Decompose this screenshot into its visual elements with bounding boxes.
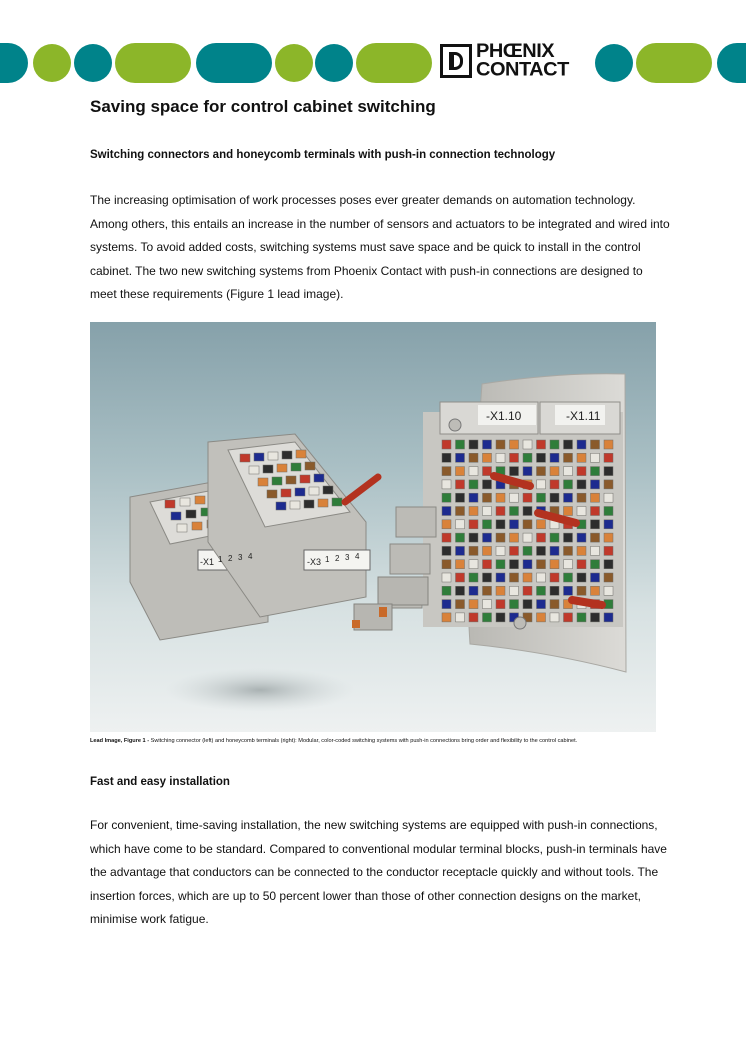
terminal-cell (442, 546, 451, 555)
intro-paragraph: The increasing optimisation of work processes poses ever greater demands on automation technology. Among others, this entails an increase in the number of sensors and actuators to be integrated and wired into systems. To avoid added costs, switching systems must save space and be quick to install in the control cabinet. The two new switching systems from Phoenix Contact with push-in connections are designed to meet these requirements (Figure 1 lead image). (90, 193, 670, 301)
terminal-cell (591, 613, 600, 622)
terminal-cell (591, 480, 600, 489)
terminal-cell (591, 520, 600, 529)
connector-cell (296, 450, 306, 458)
banner-shapes (0, 42, 746, 84)
terminal-cell (564, 507, 573, 516)
ground-shadow (165, 668, 355, 712)
figure-caption (90, 738, 670, 744)
article-subtitle: Switching connectors and honeycomb terminals with push-in connection technology (90, 149, 556, 161)
terminal-cell (496, 493, 505, 502)
connector-cell (305, 462, 315, 470)
terminal-cell (604, 586, 613, 595)
terminal-cell (523, 493, 532, 502)
terminal-cell (510, 520, 519, 529)
terminal-cell (550, 453, 559, 462)
terminal-cell (537, 586, 546, 595)
terminal-cell (604, 573, 613, 582)
terminal-cell (591, 586, 600, 595)
terminal-cell (564, 560, 573, 569)
terminal-cell (537, 493, 546, 502)
terminal-cell (469, 440, 478, 449)
terminal-cell (469, 600, 478, 609)
banner-dot-teal (74, 44, 112, 82)
terminal-cell (456, 440, 465, 449)
connector-cell (304, 500, 314, 508)
terminal-cell (564, 480, 573, 489)
terminal-cell (577, 493, 586, 502)
label-number: 1 (218, 555, 223, 564)
terminal-cell (510, 493, 519, 502)
terminal-cell (523, 520, 532, 529)
terminal-cell (456, 467, 465, 476)
terminal-cell (523, 600, 532, 609)
terminal-cell (496, 560, 505, 569)
terminal-cell (523, 453, 532, 462)
terminal-cell (442, 520, 451, 529)
label-number: 4 (355, 552, 360, 561)
terminal-cell (523, 533, 532, 542)
terminal-cell (510, 467, 519, 476)
lead-image (90, 322, 656, 732)
terminal-cell (591, 573, 600, 582)
terminal-cell (604, 520, 613, 529)
terminal-cell (483, 480, 492, 489)
terminal-cell (442, 600, 451, 609)
terminal-cell (523, 507, 532, 516)
terminal-cell (550, 467, 559, 476)
terminal-cell (537, 533, 546, 542)
terminal-cell (483, 573, 492, 582)
phoenix-contact-logo (440, 43, 592, 81)
terminal-cell (604, 440, 613, 449)
terminal-cell (483, 467, 492, 476)
connector-cell (276, 502, 286, 510)
terminal-cell (510, 573, 519, 582)
terminal-cell (442, 507, 451, 516)
terminal-cell (550, 440, 559, 449)
terminal-cell (469, 560, 478, 569)
terminal-cell (496, 440, 505, 449)
connector-cell (267, 490, 277, 498)
terminal-cell (550, 493, 559, 502)
terminal-cell (496, 600, 505, 609)
banner-pill-green (356, 43, 432, 83)
terminal-cell (469, 467, 478, 476)
terminal-cell (456, 507, 465, 516)
terminal-cell (550, 600, 559, 609)
connector-cell (268, 452, 278, 460)
connector-cell (290, 501, 300, 509)
terminal-cell (496, 546, 505, 555)
terminal-cell (591, 467, 600, 476)
terminal-cell (483, 493, 492, 502)
terminal-cell (469, 573, 478, 582)
terminal-cell (483, 440, 492, 449)
connector-cell (192, 522, 202, 530)
terminal-cell (496, 453, 505, 462)
terminal-cell (523, 440, 532, 449)
terminal-cell (604, 546, 613, 555)
terminal-cell (577, 546, 586, 555)
connector-cell (300, 475, 310, 483)
banner-dot-green (275, 44, 313, 82)
terminal-cell (523, 560, 532, 569)
terminal-cell (550, 533, 559, 542)
terminal-cell (442, 440, 451, 449)
terminal-cell (604, 453, 613, 462)
terminal-cell (510, 586, 519, 595)
connector-cell (314, 474, 324, 482)
terminal-cell (591, 533, 600, 542)
terminal-cell (564, 453, 573, 462)
terminal-cell (523, 546, 532, 555)
terminal-cell (510, 560, 519, 569)
terminal-cell (564, 467, 573, 476)
terminal-cell (469, 520, 478, 529)
terminal-cell (456, 573, 465, 582)
connector-cell (272, 477, 282, 485)
terminal-cell (456, 586, 465, 595)
terminal-cell (456, 453, 465, 462)
terminal-cell (510, 546, 519, 555)
terminal-cell (537, 573, 546, 582)
label-number: 2 (335, 554, 340, 563)
terminal-cell (483, 453, 492, 462)
terminal-cell (604, 613, 613, 622)
terminal-cell (442, 467, 451, 476)
terminal-cell (496, 533, 505, 542)
terminal-cell (469, 613, 478, 622)
terminal-cell (483, 600, 492, 609)
terminal-cell (537, 453, 546, 462)
terminal-cell (469, 493, 478, 502)
connector-cell (277, 464, 287, 472)
terminal-cell (537, 600, 546, 609)
label-number: 3 (345, 553, 350, 562)
terminal-cell (577, 573, 586, 582)
terminal-cell (537, 467, 546, 476)
terminal-cell (523, 467, 532, 476)
terminal-cell (550, 480, 559, 489)
connector-cell (332, 498, 342, 506)
terminal-cell (496, 586, 505, 595)
connector-cell (240, 454, 250, 462)
terminal-cell (604, 507, 613, 516)
terminal-cell (604, 560, 613, 569)
terminal-cell (510, 440, 519, 449)
terminal-cell (456, 520, 465, 529)
label-number: 2 (228, 554, 233, 563)
terminal-cell (469, 507, 478, 516)
terminal-cell (456, 560, 465, 569)
terminal-cell (550, 586, 559, 595)
connector-cell (180, 498, 190, 506)
terminal-cell (537, 613, 546, 622)
terminal-cell (483, 520, 492, 529)
connector-cell (309, 487, 319, 495)
terminal-cell (577, 613, 586, 622)
terminal-cell (591, 546, 600, 555)
brand-banner (0, 42, 746, 84)
terminal-cell (483, 546, 492, 555)
terminal-cell (537, 520, 546, 529)
connector-cell (186, 510, 196, 518)
terminal-cell (564, 613, 573, 622)
terminal-cell (564, 573, 573, 582)
terminal-cell (496, 507, 505, 516)
terminal-cell (604, 533, 613, 542)
caption-text: Switching connector (left) and honeycomb terminals (right): Modular, color-coded switching systems with push-in connections bring order and flexibility to the control cabinet. (149, 738, 578, 744)
terminal-cell (496, 613, 505, 622)
logo-mark-icon (440, 44, 472, 78)
article-title: Saving space for control cabinet switching (90, 97, 436, 116)
terminal-cell (469, 453, 478, 462)
terminal-cell (456, 480, 465, 489)
terminal-cell (577, 480, 586, 489)
terminal-cell (550, 613, 559, 622)
connector-cell (286, 476, 296, 484)
label-x1-11: -X1.11 (566, 409, 601, 423)
terminal-cell (456, 613, 465, 622)
terminal-cell (604, 493, 613, 502)
terminal-cell (537, 480, 546, 489)
terminal-cell (591, 560, 600, 569)
connector-cell (318, 499, 328, 507)
connector-cell (281, 489, 291, 497)
logo-wordmark: PHŒNIX CONTACT (476, 41, 569, 80)
terminal-cell (483, 586, 492, 595)
terminal-cell (510, 453, 519, 462)
connector-cell (195, 496, 205, 504)
terminal-cell (564, 546, 573, 555)
terminal-cell (483, 613, 492, 622)
connector-cell (177, 524, 187, 532)
section-heading: Fast and easy installation (90, 776, 230, 788)
terminal-cell (564, 440, 573, 449)
connector-cell (249, 466, 259, 474)
terminal-cell (591, 507, 600, 516)
terminal-cell (564, 493, 573, 502)
connector-cell (165, 500, 175, 508)
connector-cell (291, 463, 301, 471)
lead-image-illustration (90, 322, 656, 732)
label-x1: -X1 (200, 557, 215, 567)
terminal-cell (591, 453, 600, 462)
terminal-cell (456, 600, 465, 609)
terminal-cell (510, 507, 519, 516)
terminal-cell (604, 480, 613, 489)
label-x3: -X3 (307, 557, 322, 567)
terminal-cell (550, 546, 559, 555)
terminal-cell (456, 533, 465, 542)
terminal-cell (577, 467, 586, 476)
section-paragraph: For convenient, time-saving installation, the new switching systems are equipped with push-in connections, which have come to be standard. Compared to conventional modular terminal blocks, push-in terminals have the advantage that conductors can be connected to the conductor receptacle quickly and without tools. The insertion forces, which are up to 50 percent lower than those of other connection designs on the market, minimise work fatigue. (90, 818, 667, 926)
connector-cell (282, 451, 292, 459)
terminal-cell (591, 440, 600, 449)
terminal-cell (442, 480, 451, 489)
terminal-cell (523, 586, 532, 595)
terminal-cell (523, 573, 532, 582)
terminal-cell (469, 480, 478, 489)
terminal-cell (564, 586, 573, 595)
terminal-cell (550, 573, 559, 582)
terminal-cell (442, 586, 451, 595)
banner-pill-green (636, 43, 712, 83)
terminal-cell (510, 600, 519, 609)
terminal-cell (456, 493, 465, 502)
terminal-cell (442, 613, 451, 622)
banner-pill-teal (196, 43, 272, 83)
label-number: 1 (325, 555, 330, 564)
terminal-cell (577, 560, 586, 569)
terminal-cell (456, 546, 465, 555)
terminal-cell (442, 493, 451, 502)
connector-cell (171, 512, 181, 520)
terminal-cell (537, 440, 546, 449)
banner-pill-teal (717, 43, 746, 83)
terminal-cell (442, 533, 451, 542)
terminal-cell (577, 507, 586, 516)
terminal-cell (564, 533, 573, 542)
banner-dot-green (33, 44, 71, 82)
banner-pill-teal (0, 43, 28, 83)
label-number: 3 (238, 553, 243, 562)
terminal-cell (577, 586, 586, 595)
connector-cell (295, 488, 305, 496)
label-x1-10: -X1.10 (486, 409, 522, 423)
terminal-cell (483, 560, 492, 569)
terminal-cell (483, 533, 492, 542)
caption-label: Lead Image, Figure 1 - (90, 738, 150, 744)
terminal-cell (496, 573, 505, 582)
terminal-cell (442, 453, 451, 462)
terminal-cell (510, 533, 519, 542)
terminal-cell (577, 453, 586, 462)
connector-cell (323, 486, 333, 494)
banner-dot-teal (315, 44, 353, 82)
terminal-cell (604, 467, 613, 476)
terminal-cell (577, 533, 586, 542)
terminal-cell (469, 586, 478, 595)
terminal-cell (483, 507, 492, 516)
terminal-cell (537, 546, 546, 555)
connector-cell (254, 453, 264, 461)
terminal-cell (496, 520, 505, 529)
terminal-cell (537, 560, 546, 569)
banner-dot-teal (595, 44, 633, 82)
label-number: 4 (248, 552, 253, 561)
connector-cell (263, 465, 273, 473)
terminal-cell (442, 560, 451, 569)
terminal-cell (442, 573, 451, 582)
terminal-cell (469, 546, 478, 555)
terminal-cell (469, 533, 478, 542)
terminal-cell (550, 560, 559, 569)
terminal-cell (577, 440, 586, 449)
connector-cell (258, 478, 268, 486)
terminal-cell (591, 493, 600, 502)
banner-pill-green (115, 43, 191, 83)
